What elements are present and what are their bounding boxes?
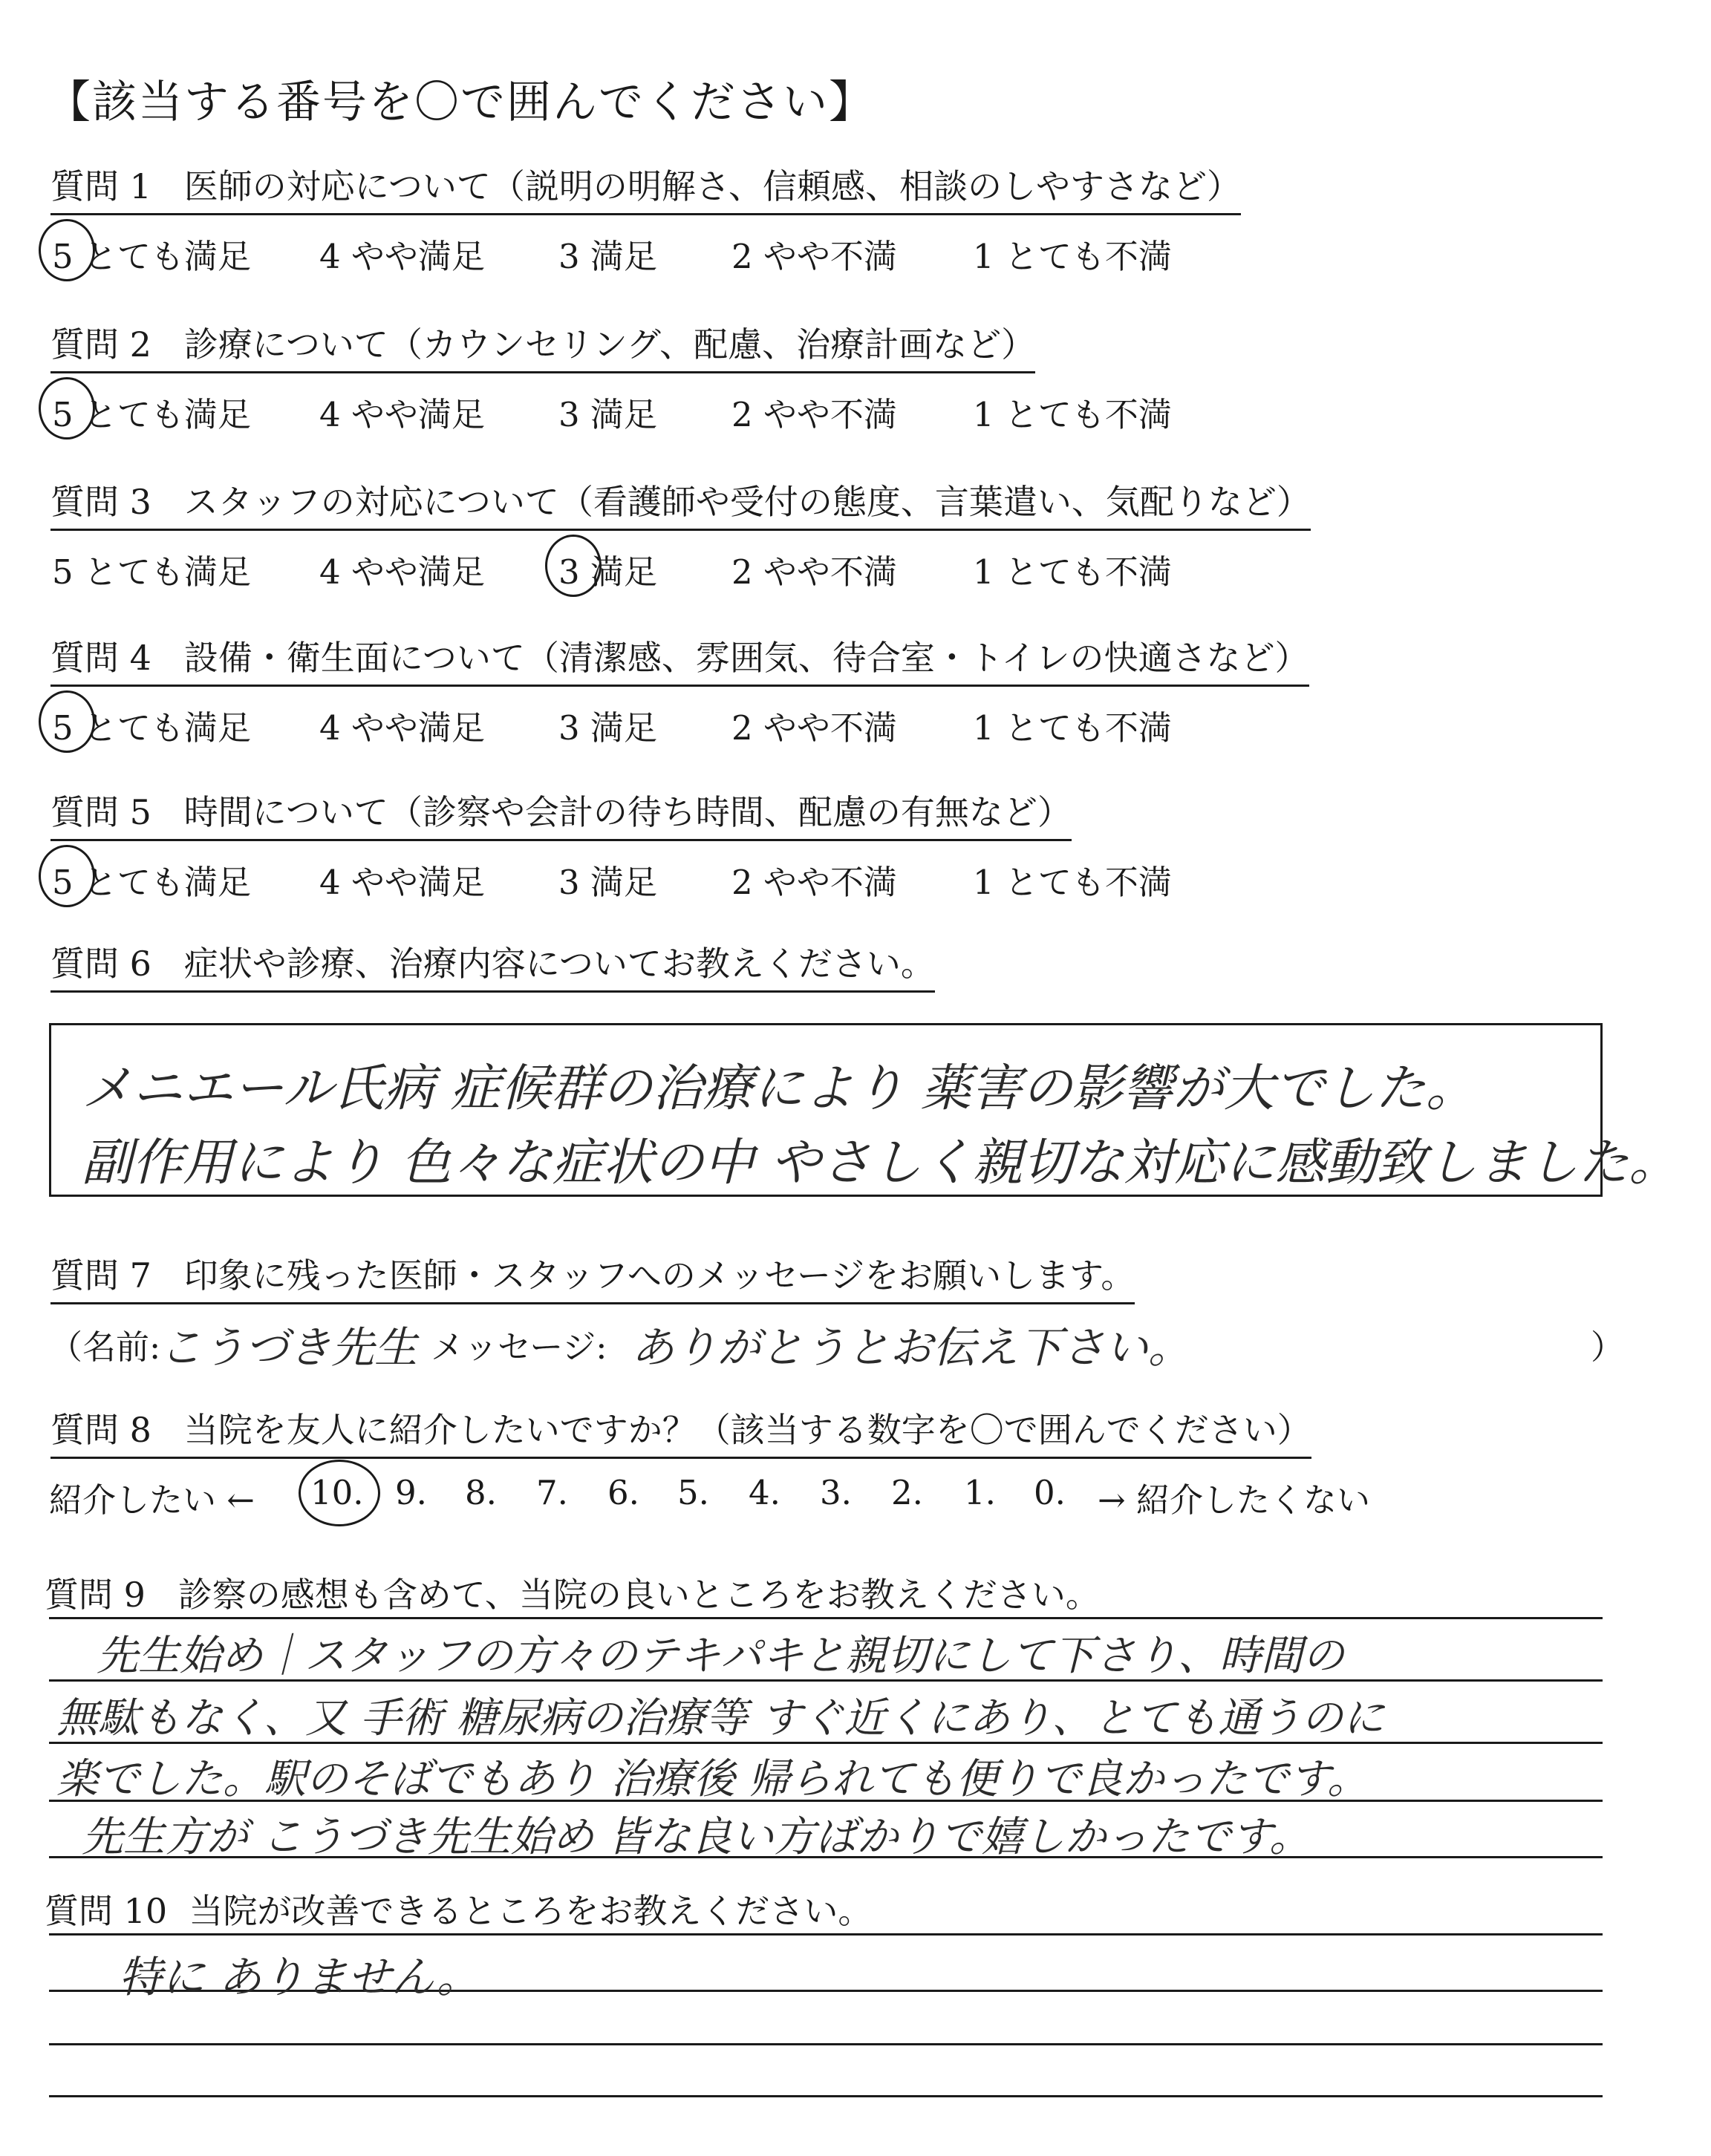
q10-rule — [49, 1933, 1603, 1936]
q8-text: 当院を友人に紹介したいですか？（該当する数字を〇で囲んでください） — [183, 1410, 1311, 1450]
q5-option-1[interactable]: 1 とても不満 — [973, 863, 1172, 902]
form-header: 【該当する番号を〇で囲んでください】 — [46, 76, 875, 128]
q2-option-5[interactable]: 5 とても満足 — [52, 395, 251, 434]
q4-option-4[interactable]: 4 やや満足 — [319, 708, 485, 748]
q4-option-5[interactable]: 5 とても満足 — [52, 708, 251, 748]
q9-text: 診察の感想も含めて、当院の良いところをお教えください。 — [177, 1575, 1100, 1615]
q8-number[interactable]: 7. — [536, 1473, 568, 1512]
q4-selection-circle — [39, 690, 95, 753]
q8-right-label: → 紹介したくない — [1098, 1480, 1371, 1520]
q1-option-1[interactable]: 1 とても不満 — [973, 237, 1172, 276]
q1-option-2[interactable]: 2 やや不満 — [731, 237, 897, 276]
q2-heading — [50, 318, 1035, 373]
q1-option-5[interactable]: 5 とても満足 — [52, 237, 251, 276]
q7-text: 印象に残った医師・スタッフへのメッセージをお願いします。 — [183, 1255, 1135, 1296]
q3-label: 質問 3 — [50, 482, 151, 522]
q7-label: 質問 7 — [50, 1255, 151, 1296]
q6-heading — [50, 937, 935, 993]
q6-text: 症状や診療、治療内容についてお教えください。 — [183, 944, 935, 984]
q5-option-3[interactable]: 3 満足 — [558, 863, 657, 902]
q9-label: 質問 9 — [45, 1575, 146, 1615]
q2-option-1[interactable]: 1 とても不満 — [973, 395, 1172, 434]
q1-label: 質問 1 — [50, 166, 151, 206]
q8-number[interactable]: 9. — [395, 1473, 427, 1512]
q8-number[interactable]: 0. — [1034, 1473, 1066, 1512]
q5-heading — [50, 785, 1072, 841]
q7-heading — [50, 1249, 1135, 1304]
q5-label: 質問 5 — [50, 792, 151, 832]
q6-label: 質問 6 — [50, 944, 151, 984]
q7-name-value[interactable]: こうづき先生 — [159, 1322, 418, 1373]
q8-label: 質問 8 — [50, 1410, 151, 1450]
q6-answer-line-1: メニエール氏病 症候群の治療により 薬害の影響が大でした。 — [82, 1059, 1476, 1118]
q7-message-prefix: メッセージ: — [431, 1327, 607, 1367]
q4-label: 質問 4 — [50, 638, 151, 678]
q1-heading — [50, 160, 1241, 215]
q10-text: 当院が改善できるところをお教えください。 — [189, 1891, 873, 1931]
q8-number[interactable]: 8. — [465, 1473, 497, 1512]
q1-option-4[interactable]: 4 やや満足 — [319, 237, 485, 276]
q2-text: 診療について（カウンセリング、配慮、治療計画など） — [183, 324, 1036, 365]
q4-option-2[interactable]: 2 やや不満 — [731, 708, 897, 748]
q9-answer-line-1: 先生始め｜スタッフの方々のテキパキと親切にして下さり、時間の — [97, 1632, 1344, 1680]
q7-message-value[interactable]: ありがとうとお伝え下さい。 — [631, 1322, 1192, 1373]
q8-number[interactable]: 10. — [310, 1473, 364, 1512]
q8-number[interactable]: 5. — [677, 1473, 709, 1512]
q5-option-2[interactable]: 2 やや不満 — [731, 863, 897, 902]
q4-option-1[interactable]: 1 とても不満 — [973, 708, 1172, 748]
q7-close-paren: ） — [1591, 1327, 1625, 1367]
q3-option-5[interactable]: 5 とても満足 — [52, 552, 251, 592]
q10-label: 質問 10 — [45, 1891, 168, 1931]
q8-heading — [50, 1403, 1311, 1459]
q8-left-label: 紹介したい ← — [49, 1480, 255, 1520]
q4-heading — [50, 631, 1309, 687]
q9-heading — [45, 1568, 1100, 1621]
q3-option-2[interactable]: 2 やや不満 — [731, 552, 897, 592]
q2-label: 質問 2 — [50, 324, 151, 365]
q10-answer-line-1: 特に ありません。 — [119, 1952, 480, 2002]
q5-text: 時間について（診察や会計の待ち時間、配慮の有無など） — [183, 792, 1072, 832]
q3-option-4[interactable]: 4 やや満足 — [319, 552, 485, 592]
q8-number[interactable]: 4. — [749, 1473, 780, 1512]
q3-selection-circle — [545, 535, 602, 597]
q9-rule — [49, 1617, 1603, 1619]
q8-selection-circle — [299, 1460, 380, 1526]
q2-option-2[interactable]: 2 やや不満 — [731, 395, 897, 434]
q2-option-4[interactable]: 4 やや満足 — [319, 395, 485, 434]
q8-number[interactable]: 3. — [820, 1473, 852, 1512]
q10-rule — [49, 2043, 1603, 2045]
q7-name-prefix: （名前: — [49, 1327, 161, 1367]
q9-answer-line-2: 無駄もなく、又 手術 糖尿病の治療等 すぐ近くにあり、とても通うのに — [56, 1694, 1385, 1742]
q2-selection-circle — [39, 377, 95, 440]
q1-text: 医師の対応について（説明の明解さ、信頼感、相談のしやすさなど） — [183, 166, 1242, 206]
q4-text: 設備・衛生面について（清潔感、雰囲気、待合室・トイレの快適さなど） — [183, 638, 1309, 678]
q3-heading — [50, 475, 1311, 531]
q3-text: スタッフの対応について（看護師や受付の態度、言葉遣い、気配りなど） — [183, 482, 1311, 522]
q3-option-1[interactable]: 1 とても不満 — [973, 552, 1172, 592]
q8-number[interactable]: 2. — [891, 1473, 923, 1512]
q3-option-3[interactable]: 3 満足 — [558, 552, 657, 592]
q4-option-3[interactable]: 3 満足 — [558, 708, 657, 748]
q1-selection-circle — [39, 219, 95, 281]
q9-answer-line-4: 先生方が こうづき先生始め 皆な良い方ばかりで嬉しかったです。 — [82, 1813, 1311, 1861]
q8-number[interactable]: 1. — [964, 1473, 996, 1512]
q5-option-4[interactable]: 4 やや満足 — [319, 863, 485, 902]
q2-option-3[interactable]: 3 満足 — [558, 395, 657, 434]
q1-option-3[interactable]: 3 満足 — [558, 237, 657, 276]
q9-answer-line-3: 楽でした。駅のそばでもあり 治療後 帰られても便りで良かったです。 — [56, 1755, 1369, 1803]
q10-rule — [49, 2095, 1603, 2097]
q6-answer-line-2: 副作用により 色々な症状の中 やさしく親切な対応に感動致しました。 — [82, 1134, 1680, 1192]
q5-selection-circle — [39, 845, 95, 907]
q10-heading — [45, 1884, 872, 1938]
q5-option-5[interactable]: 5 とても満足 — [52, 863, 251, 902]
q8-number[interactable]: 6. — [607, 1473, 639, 1512]
